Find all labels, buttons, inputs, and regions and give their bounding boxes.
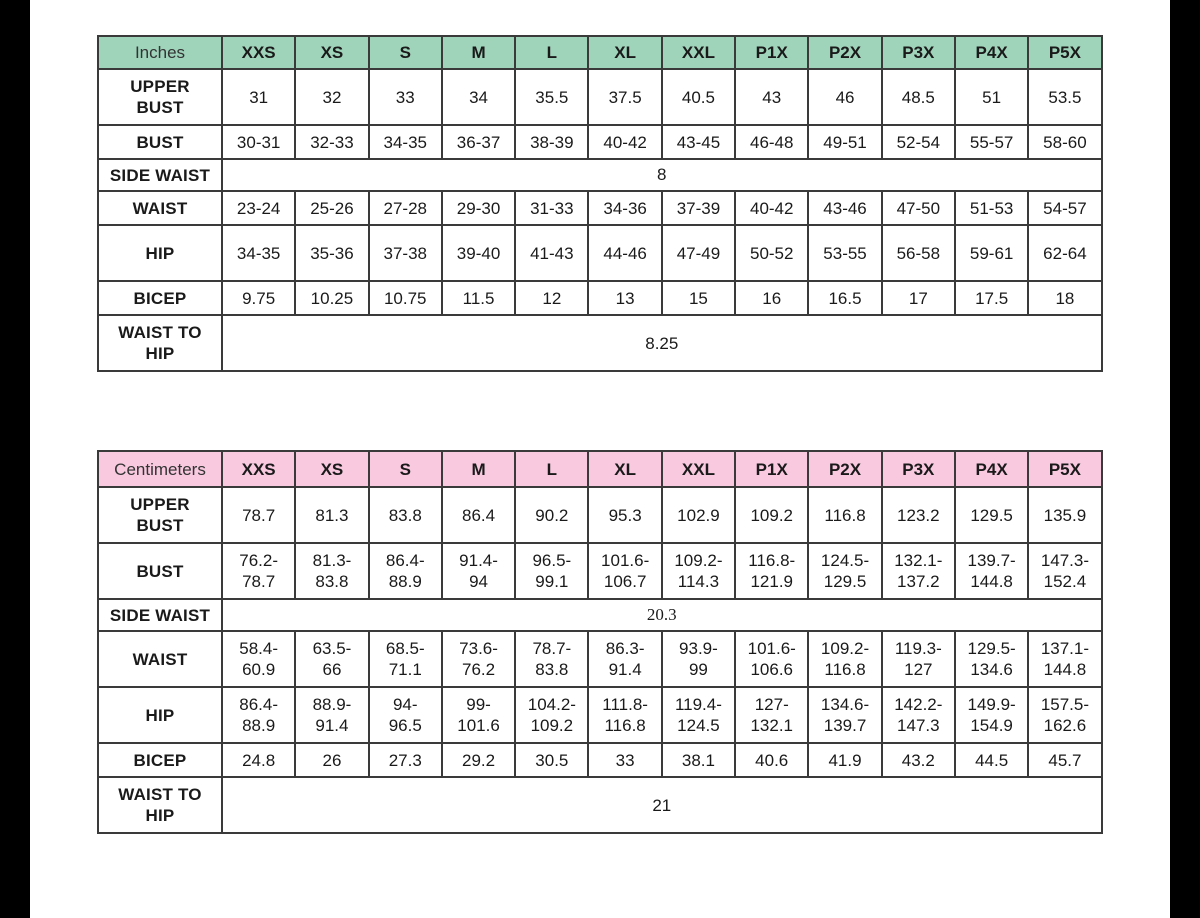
size-header: L xyxy=(515,451,588,487)
value-cell: 93.9- 99 xyxy=(662,631,735,687)
value-cell: 43 xyxy=(735,69,808,125)
value-cell: 111.8- 116.8 xyxy=(588,687,661,743)
value-cell: 24.8 xyxy=(222,743,295,777)
value-cell: 116.8 xyxy=(808,487,881,543)
merged-value-cell: 21 xyxy=(222,777,1102,833)
value-cell: 51 xyxy=(955,69,1028,125)
value-cell: 78.7 xyxy=(222,487,295,543)
row-label: WAIST xyxy=(98,631,222,687)
value-cell: 34-35 xyxy=(369,125,442,159)
value-cell: 44-46 xyxy=(588,225,661,281)
value-cell: 109.2- 116.8 xyxy=(808,631,881,687)
value-cell: 31 xyxy=(222,69,295,125)
value-cell: 45.7 xyxy=(1028,743,1101,777)
value-cell: 101.6- 106.6 xyxy=(735,631,808,687)
value-cell: 81.3 xyxy=(295,487,368,543)
value-cell: 135.9 xyxy=(1028,487,1101,543)
value-cell: 86.4 xyxy=(442,487,515,543)
measure-row-bicep xyxy=(98,743,1102,777)
size-header: XXS xyxy=(222,36,295,69)
value-cell: 127- 132.1 xyxy=(735,687,808,743)
size-header: XXS xyxy=(222,451,295,487)
measure-row-hip xyxy=(98,225,1102,281)
merged-value-cell: 8.25 xyxy=(222,315,1102,371)
measure-row-hip xyxy=(98,687,1102,743)
value-cell: 157.5- 162.6 xyxy=(1028,687,1101,743)
value-cell: 32 xyxy=(295,69,368,125)
value-cell: 86.4- 88.9 xyxy=(369,543,442,599)
value-cell: 40-42 xyxy=(588,125,661,159)
value-cell: 44.5 xyxy=(955,743,1028,777)
row-label: WAIST TO HIP xyxy=(98,315,222,371)
measure-row-waist xyxy=(98,191,1102,225)
value-cell: 86.3- 91.4 xyxy=(588,631,661,687)
value-cell: 78.7- 83.8 xyxy=(515,631,588,687)
value-cell: 23-24 xyxy=(222,191,295,225)
value-cell: 40.5 xyxy=(662,69,735,125)
value-cell: 51-53 xyxy=(955,191,1028,225)
size-header: XL xyxy=(588,451,661,487)
value-cell: 68.5- 71.1 xyxy=(369,631,442,687)
value-cell: 91.4- 94 xyxy=(442,543,515,599)
value-cell: 17.5 xyxy=(955,281,1028,315)
value-cell: 31-33 xyxy=(515,191,588,225)
value-cell: 41-43 xyxy=(515,225,588,281)
value-cell: 36-37 xyxy=(442,125,515,159)
value-cell: 139.7- 144.8 xyxy=(955,543,1028,599)
value-cell: 58-60 xyxy=(1028,125,1101,159)
value-cell: 37-38 xyxy=(369,225,442,281)
value-cell: 18 xyxy=(1028,281,1101,315)
value-cell: 59-61 xyxy=(955,225,1028,281)
value-cell: 43.2 xyxy=(882,743,955,777)
size-header: XS xyxy=(295,451,368,487)
row-label: HIP xyxy=(98,687,222,743)
value-cell: 11.5 xyxy=(442,281,515,315)
size-header: P2X xyxy=(808,36,881,69)
size-header: XS xyxy=(295,36,368,69)
value-cell: 46-48 xyxy=(735,125,808,159)
value-cell: 53-55 xyxy=(808,225,881,281)
size-header: P5X xyxy=(1028,36,1101,69)
measure-row-bust xyxy=(98,543,1102,599)
value-cell: 142.2- 147.3 xyxy=(882,687,955,743)
value-cell: 12 xyxy=(515,281,588,315)
value-cell: 34-35 xyxy=(222,225,295,281)
value-cell: 95.3 xyxy=(588,487,661,543)
value-cell: 149.9- 154.9 xyxy=(955,687,1028,743)
value-cell: 147.3- 152.4 xyxy=(1028,543,1101,599)
measure-row-upper-bust xyxy=(98,487,1102,543)
value-cell: 90.2 xyxy=(515,487,588,543)
value-cell: 16 xyxy=(735,281,808,315)
value-cell: 37-39 xyxy=(662,191,735,225)
value-cell: 119.4- 124.5 xyxy=(662,687,735,743)
row-label: WAIST xyxy=(98,191,222,225)
value-cell: 101.6- 106.7 xyxy=(588,543,661,599)
unit-label: Centimeters xyxy=(98,451,222,487)
size-header: S xyxy=(369,36,442,69)
value-cell: 94- 96.5 xyxy=(369,687,442,743)
size-header: P3X xyxy=(882,451,955,487)
value-cell: 40-42 xyxy=(735,191,808,225)
value-cell: 32-33 xyxy=(295,125,368,159)
value-cell: 134.6- 139.7 xyxy=(808,687,881,743)
value-cell: 30.5 xyxy=(515,743,588,777)
merged-value-cell: 20.3 xyxy=(222,599,1102,631)
value-cell: 123.2 xyxy=(882,487,955,543)
value-cell: 16.5 xyxy=(808,281,881,315)
value-cell: 52-54 xyxy=(882,125,955,159)
value-cell: 15 xyxy=(662,281,735,315)
value-cell: 38.1 xyxy=(662,743,735,777)
value-cell: 47-50 xyxy=(882,191,955,225)
value-cell: 38-39 xyxy=(515,125,588,159)
value-cell: 17 xyxy=(882,281,955,315)
value-cell: 102.9 xyxy=(662,487,735,543)
value-cell: 54-57 xyxy=(1028,191,1101,225)
value-cell: 119.3- 127 xyxy=(882,631,955,687)
value-cell: 53.5 xyxy=(1028,69,1101,125)
row-label: HIP xyxy=(98,225,222,281)
size-header: L xyxy=(515,36,588,69)
value-cell: 13 xyxy=(588,281,661,315)
merged-value-cell: 8 xyxy=(222,159,1102,191)
value-cell: 47-49 xyxy=(662,225,735,281)
measure-row-waist-to-hip xyxy=(98,315,1102,371)
value-cell: 46 xyxy=(808,69,881,125)
value-cell: 27.3 xyxy=(369,743,442,777)
unit-label: Inches xyxy=(98,36,222,69)
value-cell: 73.6- 76.2 xyxy=(442,631,515,687)
value-cell: 96.5- 99.1 xyxy=(515,543,588,599)
measure-row-side-waist xyxy=(98,599,1102,631)
size-header: XXL xyxy=(662,451,735,487)
value-cell: 124.5- 129.5 xyxy=(808,543,881,599)
value-cell: 40.6 xyxy=(735,743,808,777)
value-cell: 33 xyxy=(369,69,442,125)
measure-row-waist xyxy=(98,631,1102,687)
value-cell: 10.25 xyxy=(295,281,368,315)
value-cell: 39-40 xyxy=(442,225,515,281)
value-cell: 43-46 xyxy=(808,191,881,225)
measure-row-bicep xyxy=(98,281,1102,315)
size-header: XXL xyxy=(662,36,735,69)
value-cell: 30-31 xyxy=(222,125,295,159)
size-header: XL xyxy=(588,36,661,69)
header-row xyxy=(98,36,1102,69)
row-label: BICEP xyxy=(98,281,222,315)
value-cell: 26 xyxy=(295,743,368,777)
value-cell: 129.5- 134.6 xyxy=(955,631,1028,687)
value-cell: 27-28 xyxy=(369,191,442,225)
value-cell: 35.5 xyxy=(515,69,588,125)
value-cell: 116.8- 121.9 xyxy=(735,543,808,599)
value-cell: 34 xyxy=(442,69,515,125)
size-table-inches xyxy=(97,35,1103,372)
value-cell: 33 xyxy=(588,743,661,777)
size-header: S xyxy=(369,451,442,487)
value-cell: 35-36 xyxy=(295,225,368,281)
value-cell: 83.8 xyxy=(369,487,442,543)
value-cell: 132.1- 137.2 xyxy=(882,543,955,599)
size-header: P5X xyxy=(1028,451,1101,487)
size-header: M xyxy=(442,36,515,69)
size-header: P3X xyxy=(882,36,955,69)
value-cell: 56-58 xyxy=(882,225,955,281)
value-cell: 34-36 xyxy=(588,191,661,225)
size-header: P4X xyxy=(955,36,1028,69)
value-cell: 50-52 xyxy=(735,225,808,281)
value-cell: 88.9- 91.4 xyxy=(295,687,368,743)
value-cell: 109.2 xyxy=(735,487,808,543)
value-cell: 58.4- 60.9 xyxy=(222,631,295,687)
value-cell: 55-57 xyxy=(955,125,1028,159)
size-header: P1X xyxy=(735,36,808,69)
value-cell: 137.1- 144.8 xyxy=(1028,631,1101,687)
value-cell: 99- 101.6 xyxy=(442,687,515,743)
value-cell: 104.2- 109.2 xyxy=(515,687,588,743)
row-label: SIDE WAIST xyxy=(98,599,222,631)
row-label: BICEP xyxy=(98,743,222,777)
value-cell: 41.9 xyxy=(808,743,881,777)
value-cell: 109.2- 114.3 xyxy=(662,543,735,599)
value-cell: 25-26 xyxy=(295,191,368,225)
value-cell: 129.5 xyxy=(955,487,1028,543)
row-label: BUST xyxy=(98,125,222,159)
row-label: BUST xyxy=(98,543,222,599)
value-cell: 29.2 xyxy=(442,743,515,777)
size-header: P2X xyxy=(808,451,881,487)
size-header: P4X xyxy=(955,451,1028,487)
size-table-centimeters xyxy=(97,450,1103,834)
value-cell: 63.5- 66 xyxy=(295,631,368,687)
value-cell: 48.5 xyxy=(882,69,955,125)
value-cell: 29-30 xyxy=(442,191,515,225)
row-label: UPPER BUST xyxy=(98,69,222,125)
value-cell: 76.2- 78.7 xyxy=(222,543,295,599)
value-cell: 10.75 xyxy=(369,281,442,315)
value-cell: 62-64 xyxy=(1028,225,1101,281)
measure-row-upper-bust xyxy=(98,69,1102,125)
size-header: P1X xyxy=(735,451,808,487)
value-cell: 81.3- 83.8 xyxy=(295,543,368,599)
size-chart-sheet xyxy=(30,0,1170,918)
row-label: UPPER BUST xyxy=(98,487,222,543)
value-cell: 43-45 xyxy=(662,125,735,159)
value-cell: 37.5 xyxy=(588,69,661,125)
measure-row-waist-to-hip xyxy=(98,777,1102,833)
measure-row-bust xyxy=(98,125,1102,159)
row-label: SIDE WAIST xyxy=(98,159,222,191)
value-cell: 49-51 xyxy=(808,125,881,159)
measure-row-side-waist xyxy=(98,159,1102,191)
row-label: WAIST TO HIP xyxy=(98,777,222,833)
header-row xyxy=(98,451,1102,487)
value-cell: 9.75 xyxy=(222,281,295,315)
value-cell: 86.4- 88.9 xyxy=(222,687,295,743)
size-header: M xyxy=(442,451,515,487)
